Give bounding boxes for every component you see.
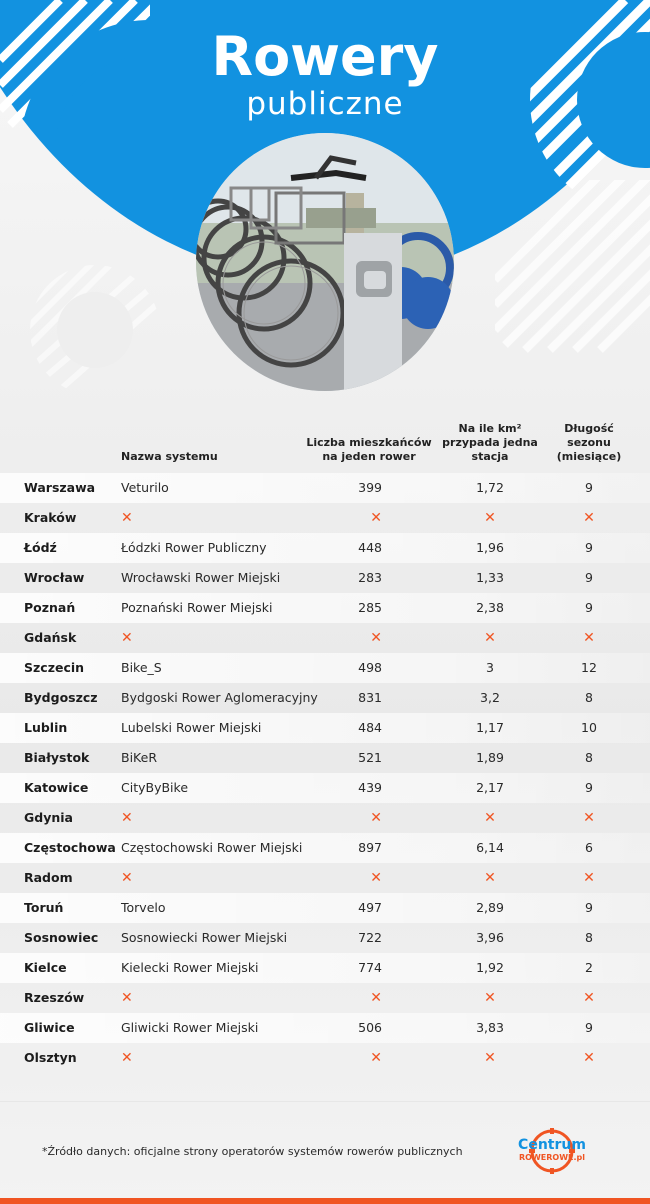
- system-name-cell: Veturilo: [121, 480, 169, 495]
- residents-per-bike-cell: 439: [358, 780, 382, 795]
- city-cell: Rzeszów: [24, 990, 85, 1005]
- season-length-cell: 9: [585, 570, 593, 585]
- season-length-cell: 9: [585, 480, 593, 495]
- km-per-station-cell: 3,96: [476, 930, 504, 945]
- city-cell: Kraków: [24, 510, 77, 525]
- table-row: [0, 683, 650, 713]
- close-x-icon: ✕: [583, 1050, 595, 1066]
- season-length-cell: 8: [585, 930, 593, 945]
- table-row: [0, 1043, 650, 1073]
- city-cell: Gdynia: [24, 810, 73, 825]
- residents-per-bike-cell: 831: [358, 690, 382, 705]
- header-km-per-station: Na ile km² przypada jedna stacja: [442, 422, 538, 463]
- header-residents-per-bike: Liczba mieszkańców na jeden rower: [306, 436, 432, 463]
- system-name-cell: Lubelski Rower Miejski: [121, 720, 262, 735]
- table-row: [0, 653, 650, 683]
- bike-station-photo: [196, 133, 454, 391]
- season-length-cell: 9: [585, 780, 593, 795]
- km-per-station-cell: 1,92: [476, 960, 504, 975]
- table-row: [0, 473, 650, 503]
- bottom-accent-bar: [0, 1198, 650, 1204]
- bike-systems-table: [0, 473, 650, 1073]
- city-cell: Lublin: [24, 720, 68, 735]
- km-per-station-cell: 2,38: [476, 600, 504, 615]
- close-x-icon: ✕: [484, 630, 496, 646]
- residents-per-bike-cell: 497: [358, 900, 382, 915]
- km-per-station-cell: 3,2: [480, 690, 500, 705]
- season-length-cell: 8: [585, 690, 593, 705]
- footer-divider: [0, 1101, 650, 1102]
- season-length-cell: 2: [585, 960, 593, 975]
- close-x-icon: ✕: [370, 1050, 382, 1066]
- season-length-cell: 9: [585, 540, 593, 555]
- table-row: [0, 1013, 650, 1043]
- page-title: Rowery: [211, 25, 439, 88]
- residents-per-bike-cell: 498: [358, 660, 382, 675]
- city-cell: Radom: [24, 870, 73, 885]
- table-row: [0, 773, 650, 803]
- close-x-icon: ✕: [121, 990, 133, 1006]
- km-per-station-cell: 1,96: [476, 540, 504, 555]
- city-cell: Gdańsk: [24, 630, 77, 645]
- system-name-cell: Torvelo: [121, 900, 166, 915]
- header-season-length: Długość sezonu (miesiące): [556, 422, 622, 463]
- season-length-cell: 10: [581, 720, 597, 735]
- km-per-station-cell: 6,14: [476, 840, 504, 855]
- km-per-station-cell: 3,83: [476, 1020, 504, 1035]
- city-cell: Gliwice: [24, 1020, 75, 1035]
- city-cell: Szczecin: [24, 660, 85, 675]
- city-cell: Sosnowiec: [24, 930, 99, 945]
- table-row: [0, 563, 650, 593]
- residents-per-bike-cell: 285: [358, 600, 382, 615]
- km-per-station-cell: 1,33: [476, 570, 504, 585]
- system-name-cell: Bydgoski Rower Aglomeracyjny: [121, 690, 318, 705]
- system-name-cell: BiKeR: [121, 750, 157, 765]
- system-name-cell: Poznański Rower Miejski: [121, 600, 273, 615]
- city-cell: Toruń: [24, 900, 64, 915]
- city-cell: Kielce: [24, 960, 67, 975]
- system-name-cell: Wrocławski Rower Miejski: [121, 570, 281, 585]
- system-name-cell: Częstochowski Rower Miejski: [121, 840, 303, 855]
- close-x-icon: ✕: [121, 510, 133, 526]
- close-x-icon: ✕: [121, 870, 133, 886]
- residents-per-bike-cell: 774: [358, 960, 382, 975]
- system-name-cell: Gliwicki Rower Miejski: [121, 1020, 259, 1035]
- close-x-icon: ✕: [484, 810, 496, 826]
- city-cell: Poznań: [24, 600, 76, 615]
- city-cell: Wrocław: [24, 570, 85, 585]
- system-name-cell: CityByBike: [121, 780, 189, 795]
- residents-per-bike-cell: 283: [358, 570, 382, 585]
- stripe-decoration-left: [20, 255, 170, 405]
- city-cell: Częstochowa: [24, 840, 116, 855]
- city-cell: Łódź: [24, 540, 57, 555]
- close-x-icon: ✕: [583, 810, 595, 826]
- source-note: *Źródło danych: oficjalne strony operatorów systemów rowerów publicznych: [42, 1145, 463, 1158]
- close-x-icon: ✕: [121, 810, 133, 826]
- table-row: [0, 893, 650, 923]
- table-row: [0, 983, 650, 1013]
- close-x-icon: ✕: [484, 870, 496, 886]
- centrum-rowerowe-logo[interactable]: [512, 1128, 592, 1174]
- km-per-station-cell: 1,72: [476, 480, 504, 495]
- close-x-icon: ✕: [484, 990, 496, 1006]
- km-per-station-cell: 2,17: [476, 780, 504, 795]
- table-row: [0, 533, 650, 563]
- season-length-cell: 9: [585, 900, 593, 915]
- close-x-icon: ✕: [121, 1050, 133, 1066]
- table-row: [0, 713, 650, 743]
- close-x-icon: ✕: [583, 630, 595, 646]
- table-row: [0, 593, 650, 623]
- close-x-icon: ✕: [484, 510, 496, 526]
- system-name-cell: Łódzki Rower Publiczny: [121, 540, 267, 555]
- table-row: [0, 803, 650, 833]
- city-cell: Białystok: [24, 750, 90, 765]
- city-cell: Katowice: [24, 780, 89, 795]
- table-row: [0, 923, 650, 953]
- system-name-cell: Bike_S: [121, 660, 162, 675]
- close-x-icon: ✕: [583, 990, 595, 1006]
- table-row: [0, 953, 650, 983]
- close-x-icon: ✕: [583, 510, 595, 526]
- km-per-station-cell: 3: [486, 660, 494, 675]
- season-length-cell: 12: [581, 660, 597, 675]
- km-per-station-cell: 1,17: [476, 720, 504, 735]
- residents-per-bike-cell: 521: [358, 750, 382, 765]
- table-row: [0, 743, 650, 773]
- season-length-cell: 8: [585, 750, 593, 765]
- season-length-cell: 9: [585, 1020, 593, 1035]
- page-subtitle: publiczne: [246, 86, 404, 122]
- close-x-icon: ✕: [370, 630, 382, 646]
- residents-per-bike-cell: 399: [358, 480, 382, 495]
- city-cell: Bydgoszcz: [24, 690, 98, 705]
- season-length-cell: 6: [585, 840, 593, 855]
- city-cell: Olsztyn: [24, 1050, 77, 1065]
- close-x-icon: ✕: [370, 510, 382, 526]
- km-per-station-cell: 1,89: [476, 750, 504, 765]
- table-row: [0, 863, 650, 893]
- residents-per-bike-cell: 448: [358, 540, 382, 555]
- residents-per-bike-cell: 484: [358, 720, 382, 735]
- km-per-station-cell: 2,89: [476, 900, 504, 915]
- table-row: [0, 833, 650, 863]
- close-x-icon: ✕: [121, 630, 133, 646]
- table-row: [0, 503, 650, 533]
- residents-per-bike-cell: 506: [358, 1020, 382, 1035]
- system-name-cell: Kielecki Rower Miejski: [121, 960, 259, 975]
- city-cell: Warszawa: [24, 480, 96, 495]
- close-x-icon: ✕: [484, 1050, 496, 1066]
- logo-text-top: Centrum: [518, 1137, 586, 1153]
- close-x-icon: ✕: [370, 870, 382, 886]
- residents-per-bike-cell: 897: [358, 840, 382, 855]
- system-name-cell: Sosnowiecki Rower Miejski: [121, 930, 288, 945]
- header-system-name: Nazwa systemu: [121, 450, 218, 463]
- close-x-icon: ✕: [583, 870, 595, 886]
- season-length-cell: 9: [585, 600, 593, 615]
- logo-text-bottom: ROWEROWE.pl: [518, 1153, 586, 1162]
- table-row: [0, 623, 650, 653]
- close-x-icon: ✕: [370, 990, 382, 1006]
- close-x-icon: ✕: [370, 810, 382, 826]
- residents-per-bike-cell: 722: [358, 930, 382, 945]
